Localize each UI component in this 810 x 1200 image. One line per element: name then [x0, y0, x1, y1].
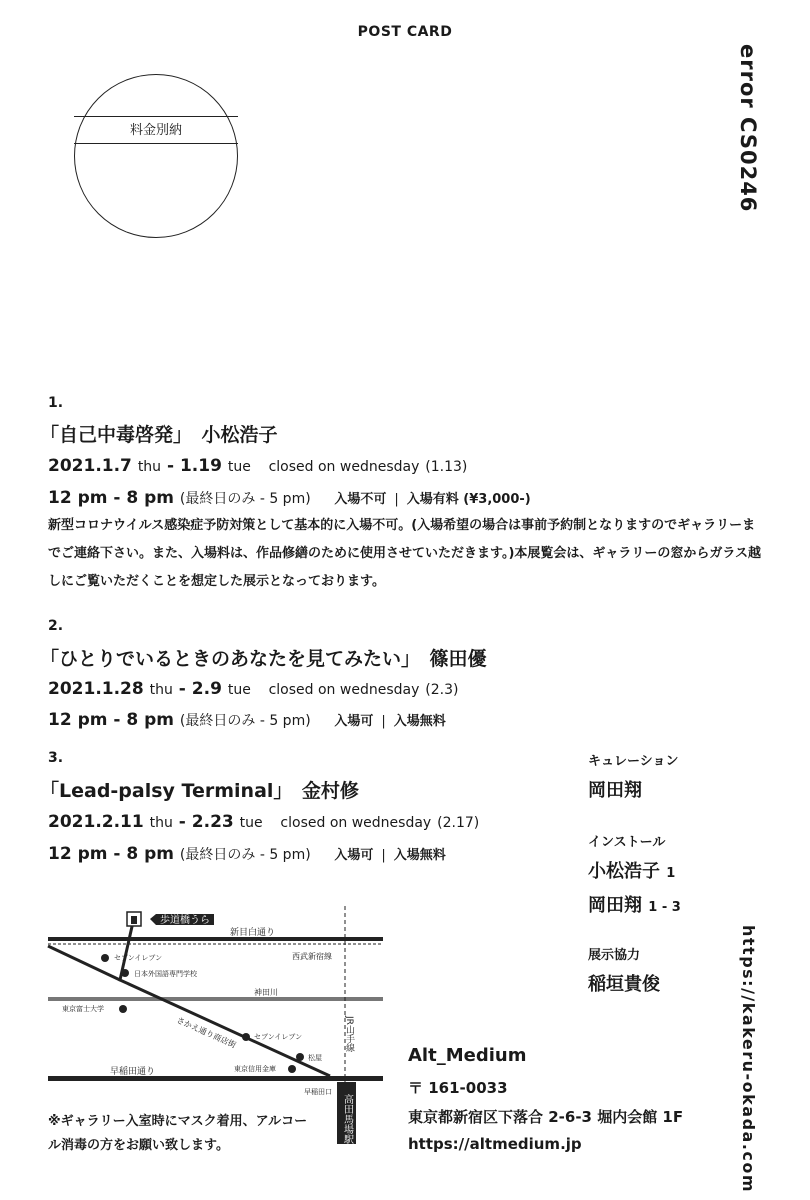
- exhibition-2-dates: 2021.1.28 thu - 2.9 tue closed on wednesday (2.3): [48, 679, 459, 699]
- map-river-label: 神田川: [254, 988, 278, 997]
- install-1: 小松浩子 1: [588, 861, 676, 882]
- postage-stamp-circle: [74, 74, 238, 238]
- exhibition-2-number: 2.: [48, 618, 64, 634]
- map-matsuya-label: 松屋: [308, 1054, 322, 1062]
- exhibition-1-notice: 新型コロナウイルス感染症予防対策として基本的に入場不可。(入場希望の場合は事前予約制となりますのでギャラリーまでご連絡下さい。また、入場料は、作品修繕のために使用させていただきます。)本展覧会は、ギャラリーの窓からガラス越しにご覧いただくことを想定した展示となっております。: [48, 518, 762, 589]
- map-road-top: [48, 937, 383, 941]
- exhibition-3-number: 3.: [48, 750, 64, 766]
- gallery-marker-inner: [131, 916, 137, 924]
- exhibition-1-time: 12 pm - 8 pm (最終日のみ - 5 pm) 入場不可 | 入場有料 (¥3,000-): [48, 488, 531, 508]
- venue-address: 東京都新宿区下落合 2-6-3 堀内会館 1F: [408, 1108, 684, 1126]
- map-seven2-label: セブンイレブン: [254, 1033, 303, 1041]
- exhibition-3-title: 「Lead-palsy Terminal」 金村修: [40, 780, 359, 802]
- map-seven1-label: セブンイレブン: [114, 954, 163, 962]
- map-river: [48, 997, 383, 1001]
- map-road-bottom: [48, 1076, 383, 1081]
- exhibition-2-title: 「ひとりでいるときのあなたを見てみたい」 篠田優: [40, 648, 487, 670]
- map-shinkin-label: 東京信用金庫: [234, 1065, 276, 1073]
- map-route-branch: [48, 946, 120, 980]
- stamp-label: 料金別納: [129, 123, 182, 138]
- map-dot-seven2: [242, 1033, 250, 1041]
- vertical-title: error CS0246: [736, 44, 760, 213]
- map-seibu-label: 西武新宿線: [292, 952, 332, 961]
- venue-url[interactable]: https://altmedium.jp: [408, 1135, 582, 1153]
- exhibition-3-time: 12 pm - 8 pm (最終日のみ - 5 pm) 入場可 | 入場無料: [48, 844, 446, 864]
- map-jr-label: JR山手線: [344, 1016, 354, 1052]
- exhibition-2-time: 12 pm - 8 pm (最終日のみ - 5 pm) 入場可 | 入場無料: [48, 710, 446, 730]
- map-shopping-label: さかえ通り商店街: [175, 1015, 238, 1050]
- support-name: 稲垣貴俊: [588, 974, 660, 995]
- map-road-bottom-label: 早稲田通り: [110, 1067, 156, 1077]
- map-bridge-label: 歩道橋うら: [160, 915, 210, 926]
- install-2: 岡田翔 1 - 3: [588, 895, 681, 916]
- support-label: 展示協力: [588, 948, 641, 963]
- map-fuji-label: 東京富士大学: [62, 1005, 104, 1013]
- map-station-label: 高田馬場駅: [341, 1094, 353, 1144]
- map-dot-fuji: [119, 1005, 127, 1013]
- mask-notice: ※ギャラリー入室時にマスク着用、アルコール消毒の方をお願い致します。: [48, 1114, 308, 1153]
- vertical-url: https://kakeru-okada.com: [739, 925, 758, 1194]
- venue-postal: 〒 161-0033: [408, 1079, 508, 1097]
- map-school-label: 日本外国語専門学校: [134, 970, 197, 978]
- exhibition-1-title: 「自己中毒啓発」 小松浩子: [40, 424, 278, 446]
- map-road-top-label: 新目白通り: [230, 928, 276, 938]
- exhibition-1-dates: 2021.1.7 thu - 1.19 tue closed on wednesday (1.13): [48, 456, 468, 476]
- curation-label: キュレーション: [588, 754, 679, 769]
- postcard-title: POST CARD: [357, 24, 453, 40]
- map-exit-label: 早稲田口: [304, 1088, 332, 1096]
- exhibition-1-number: 1.: [48, 395, 64, 411]
- curation-name: 岡田翔: [588, 780, 642, 801]
- map-dot-shinkin: [288, 1065, 296, 1073]
- map-dot-school: [121, 969, 129, 977]
- install-label: インストール: [588, 835, 666, 850]
- map-dot-matsuya: [296, 1053, 304, 1061]
- venue-name: Alt_Medium: [408, 1045, 527, 1066]
- exhibition-3-dates: 2021.2.11 thu - 2.23 tue closed on wednesday (2.17): [48, 812, 480, 832]
- map-dot-seven1: [101, 954, 109, 962]
